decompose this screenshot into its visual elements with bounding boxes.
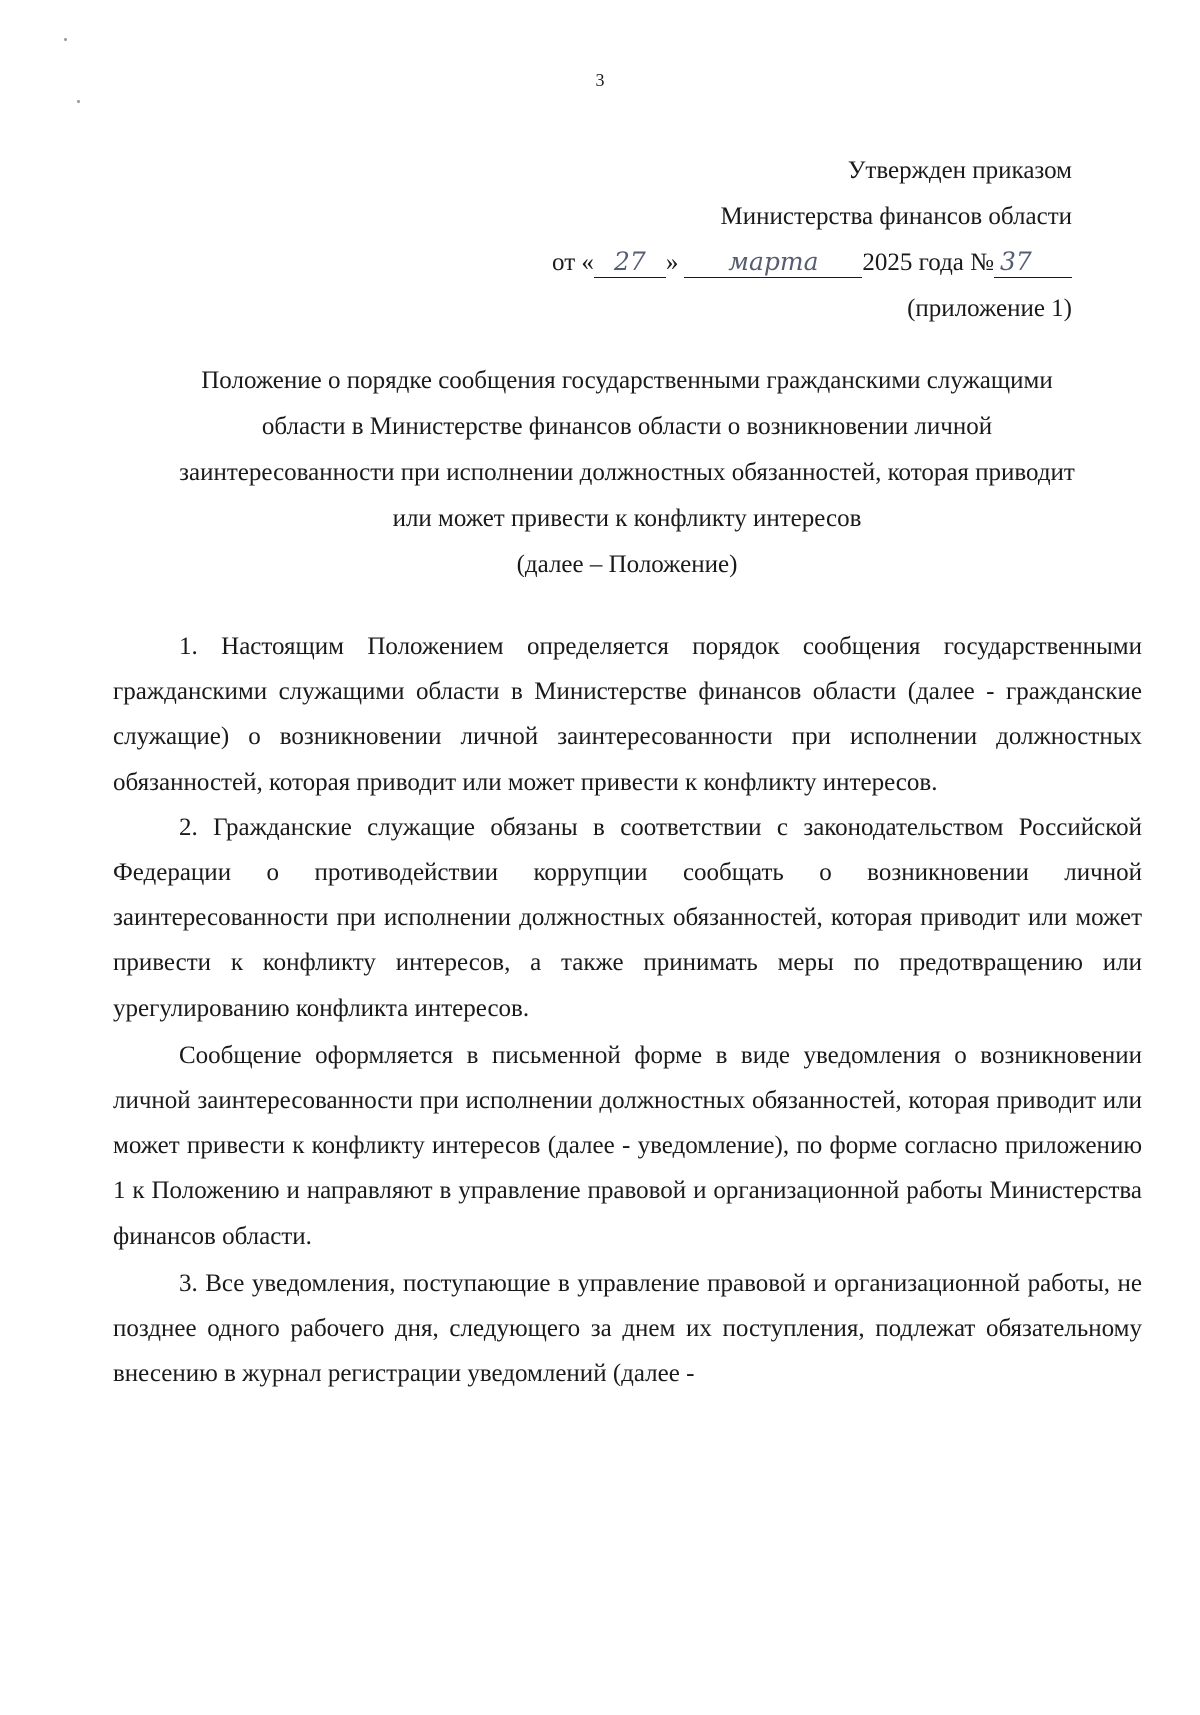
- year-text: 2025 года №: [862, 249, 994, 276]
- page-number: 3: [595, 70, 605, 90]
- date-mid: »: [665, 249, 679, 276]
- title-line-3: заинтересованности при исполнении должностных обязанностей, которая приводит: [179, 459, 1075, 486]
- paragraph-1: 1. Настоящим Положением определяется порядок сообщения государственными гражданскими служащими области в Министерстве финансов области (далее - гражданские служащие) о возникновении личной заинтересованности при исполнении должностных обязанностей, которая приводит или может привести к конфликту интересов.: [113, 633, 1142, 796]
- scan-speck: [64, 38, 67, 41]
- title-line-5: (далее – Положение): [516, 551, 738, 578]
- scan-speck: [77, 100, 80, 103]
- document-title: [110, 358, 1144, 588]
- approval-appendix: (приложение 1): [907, 295, 1072, 322]
- title-line-1: Положение о порядке сообщения государственными гражданскими служащими: [201, 367, 1053, 394]
- approval-line-2: Министерства финансов области: [720, 203, 1072, 230]
- approval-block: [552, 148, 1072, 332]
- handwritten-day: 27: [594, 247, 666, 278]
- paragraph-2: 2. Гражданские служащие обязаны в соответствии с законодательством Российской Федерации о противодействии коррупции сообщать о возникновении личной заинтересованности при исполнении должностных обязанностей, которая приводит или может привести к конфликту интересов, а также принимать меры по предотвращению или урегулированию конфликта интересов.: [113, 813, 1142, 1022]
- handwritten-month: марта: [684, 247, 862, 278]
- paragraph-3: Сообщение оформляется в письменной форме в виде уведомления о возникновении личной заинтересованности при исполнении должностных обязанностей, которая приводит или может привести к конфликту интересов (далее - уведомление), по форме согласно приложению 1 к Положению и направляют в управление правовой и организационной работы Министерства финансов области.: [113, 1041, 1142, 1250]
- title-line-4: или может привести к конфликту интересов: [392, 505, 862, 532]
- title-line-2: области в Министерстве финансов области о возникновении личной: [261, 413, 993, 440]
- date-prefix: от «: [552, 249, 594, 276]
- approval-line-1: Утвержден приказом: [847, 157, 1072, 184]
- handwritten-order-number: 37: [994, 247, 1072, 278]
- approval-date-line: [552, 240, 1072, 286]
- paragraph-4: 3. Все уведомления, поступающие в управление правовой и организационной работы, не позднее одного рабочего дня, следующего за днем их поступления, подлежат обязательному внесению в журнал регистрации уведомлений (далее -: [113, 1269, 1142, 1388]
- document-body: [113, 624, 1142, 1396]
